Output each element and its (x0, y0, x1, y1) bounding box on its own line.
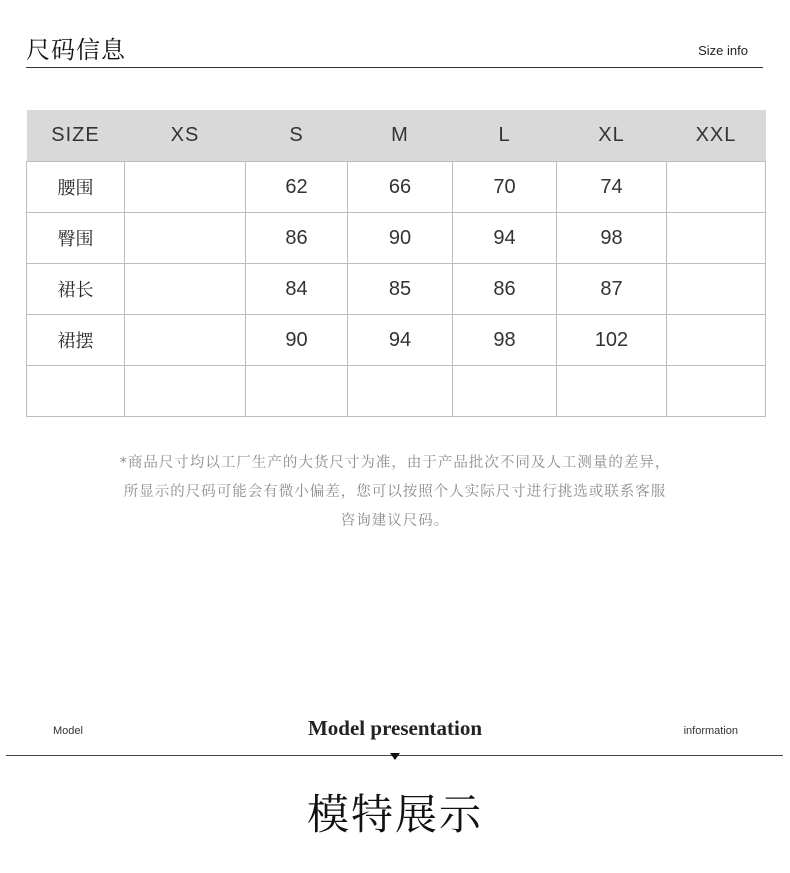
table-cell: 94 (348, 315, 453, 366)
row-label-empty (27, 366, 125, 417)
table-cell: 70 (453, 162, 557, 213)
note-line: 咨询建议尺码。 (340, 513, 450, 529)
table-header-row (27, 110, 766, 162)
table-cell (667, 366, 766, 417)
header-cell-size: SIZE (27, 110, 125, 162)
table-row (27, 213, 766, 264)
table-cell (348, 366, 453, 417)
header-cell-xl: XL (557, 110, 667, 162)
table-cell: 98 (453, 315, 557, 366)
table-cell: 84 (246, 264, 348, 315)
table-cell (125, 162, 246, 213)
table-cell (246, 366, 348, 417)
size-info-title: 尺码信息 (26, 36, 126, 64)
table-cell: 62 (246, 162, 348, 213)
table-cell: 86 (453, 264, 557, 315)
table-cell: 74 (557, 162, 667, 213)
table-cell (667, 213, 766, 264)
size-info-subtitle: Size info (698, 43, 748, 58)
table-cell: 98 (557, 213, 667, 264)
size-disclaimer-note (40, 449, 750, 536)
table-cell: 86 (246, 213, 348, 264)
table-cell (125, 213, 246, 264)
table-cell (667, 264, 766, 315)
table-row-empty (27, 366, 766, 417)
table-cell (453, 366, 557, 417)
table-cell: 102 (557, 315, 667, 366)
header-cell-l: L (453, 110, 557, 162)
table-cell (557, 366, 667, 417)
table-cell (667, 315, 766, 366)
header-cell-s: S (246, 110, 348, 162)
table-cell (125, 366, 246, 417)
row-label-skirt-length: 裙长 (27, 264, 125, 315)
table-cell: 94 (453, 213, 557, 264)
model-showcase-title: 模特展示 (306, 790, 483, 839)
table-cell (667, 162, 766, 213)
table-row (27, 162, 766, 213)
note-line: *商品尺寸均以工厂生产的大货尺寸为准，由于产品批次不同及人工测量的差异， (119, 455, 671, 471)
table-cell: 66 (348, 162, 453, 213)
row-label-waist: 腰围 (27, 162, 125, 213)
header-cell-m: M (348, 110, 453, 162)
table-cell: 87 (557, 264, 667, 315)
header-cell-xxl: XXL (667, 110, 766, 162)
note-line: 所显示的尺码可能会有微小偏差，您可以按照个人实际尺寸进行挑选或联系客服 (123, 484, 667, 500)
header-divider (26, 67, 763, 68)
row-label-hem: 裙摆 (27, 315, 125, 366)
model-left-label: Model (53, 725, 83, 737)
table-row (27, 264, 766, 315)
size-chart-table (26, 110, 766, 417)
table-cell: 90 (348, 213, 453, 264)
table-cell (125, 264, 246, 315)
model-right-label: information (683, 725, 738, 737)
table-row (27, 315, 766, 366)
table-cell: 90 (246, 315, 348, 366)
table-cell (125, 315, 246, 366)
row-label-hip: 臀围 (27, 213, 125, 264)
down-arrow-icon (390, 753, 400, 760)
header-cell-xs: XS (125, 110, 246, 162)
table-cell: 85 (348, 264, 453, 315)
model-presentation-heading: Model presentation (307, 716, 483, 740)
